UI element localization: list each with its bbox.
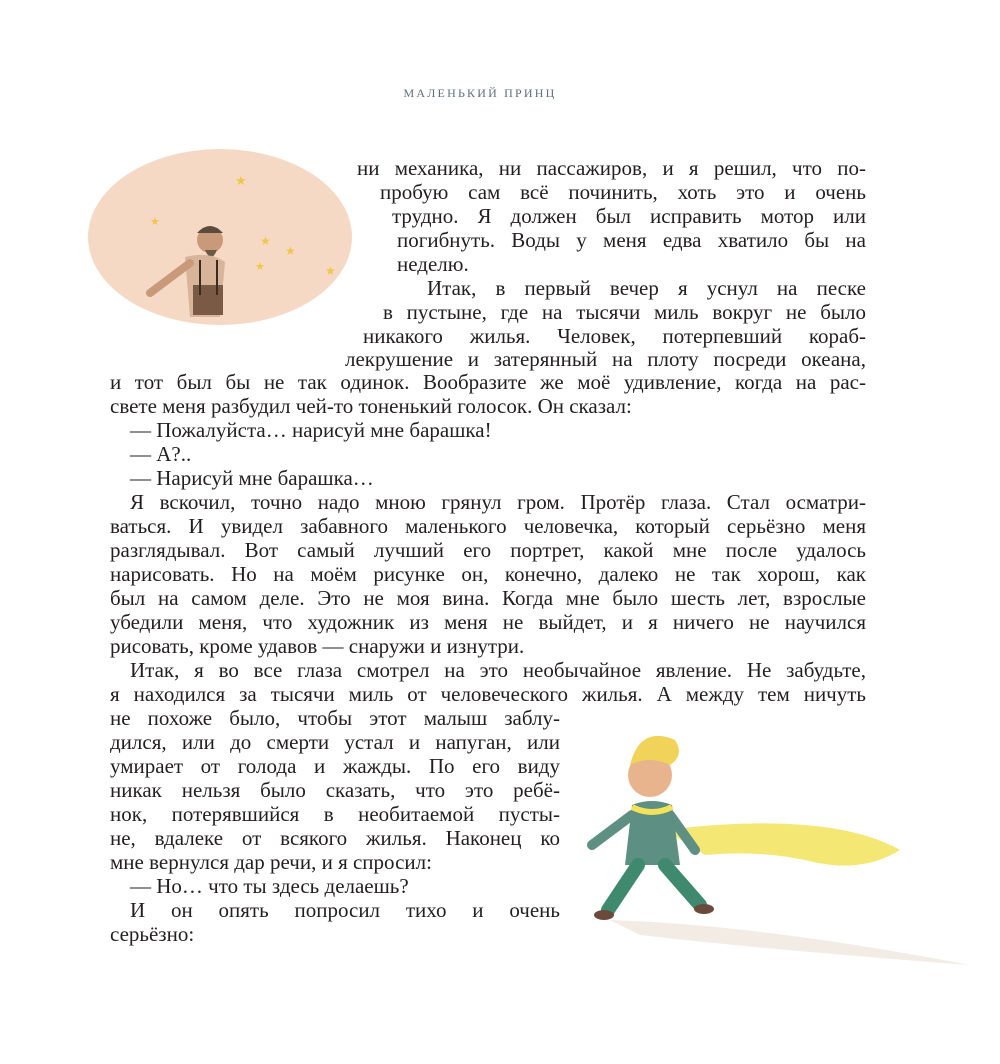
text-line: — Нарисуй мне барашка… bbox=[130, 466, 374, 490]
text-line: трудно. Я должен был исправить мотор или bbox=[392, 204, 866, 228]
text-line: пробую сам всё починить, хоть это и очень bbox=[380, 180, 866, 204]
svg-text:★: ★ bbox=[260, 234, 271, 248]
text-line: нарисовать. Но на моём рисунке он, конечно, далеко не так хорош, как bbox=[110, 562, 866, 586]
text-line: я находился за тысячи миль от человеческого жилья. А между тем ничуть bbox=[110, 682, 866, 706]
text-line: никак нельзя было сказать, что это ребё- bbox=[110, 778, 560, 802]
text-line: не, вдалеке от всякого жилья. Наконец ко bbox=[110, 826, 560, 850]
text-line: лекрушение и затерянный на плоту посреди океана, bbox=[345, 347, 866, 371]
running-head: МАЛЕНЬКИЙ ПРИНЦ bbox=[403, 86, 557, 100]
aviator-illustration bbox=[85, 145, 355, 340]
text-line: мне вернулся дар речи, и я спросил: bbox=[110, 850, 432, 874]
svg-text:★: ★ bbox=[150, 216, 160, 228]
text-line: Итак, я во все глаза смотрел на это необычайное явление. Не забудьте, bbox=[130, 658, 866, 682]
text-line: не похоже было, чтобы этот малыш заблу- bbox=[110, 706, 560, 730]
svg-text:★: ★ bbox=[235, 173, 247, 188]
text-line: и тот был бы не так одинок. Вообразите же моё удивление, когда на рас- bbox=[110, 370, 866, 394]
text-line: погибнуть. Воды у меня едва хватило бы на bbox=[397, 228, 866, 252]
text-line: — А?.. bbox=[130, 442, 192, 466]
text-line: убедили меня, что художник из меня не выйдет, и я ничего не научился bbox=[110, 610, 866, 634]
text-line: разглядывал. Вот самый лучший его портрет, какой мне после удалось bbox=[110, 538, 866, 562]
text-line: ваться. И увидел забавного маленького человечка, который серьёзно меня bbox=[110, 514, 866, 538]
text-line: ни механика, ни пассажиров, и я решил, что по- bbox=[357, 156, 866, 180]
text-line: Я вскочил, точно надо мною грянул гром. Протёр глаза. Стал осматри- bbox=[130, 490, 866, 514]
text-line: умирает от голода и жажды. По его виду bbox=[110, 754, 560, 778]
text-line: нок, потерявшийся в необитаемой пусты- bbox=[110, 802, 560, 826]
svg-text:★: ★ bbox=[255, 261, 265, 273]
svg-text:★: ★ bbox=[285, 244, 296, 258]
text-line: в пустыне, где на тысячи миль вокруг не было bbox=[383, 300, 866, 324]
svg-text:★: ★ bbox=[325, 264, 336, 278]
text-line: — Пожалуйста… нарисуй мне барашка! bbox=[130, 418, 492, 442]
text-line: никакого жилья. Человек, потерпевший кораб- bbox=[363, 324, 866, 348]
text-line: серьёзно: bbox=[110, 922, 195, 946]
text-line: И он опять попросил тихо и очень bbox=[130, 898, 560, 922]
text-line: — Но… что ты здесь делаешь? bbox=[130, 874, 409, 898]
text-line: свете меня разбудил чей-то тоненький голосок. Он сказал: bbox=[110, 394, 632, 418]
text-line: Итак, в первый вечер я уснул на песке bbox=[427, 276, 866, 300]
text-line: неделю. bbox=[397, 252, 469, 276]
little-prince-illustration bbox=[570, 715, 975, 970]
text-line: был на самом деле. Это не моя вина. Когда мне было шесть лет, взрослые bbox=[110, 586, 866, 610]
text-line: рисовать, кроме удавов — снаружи и изнутри. bbox=[110, 634, 525, 658]
text-line: дился, или до смерти устал и напуган, или bbox=[110, 730, 560, 754]
